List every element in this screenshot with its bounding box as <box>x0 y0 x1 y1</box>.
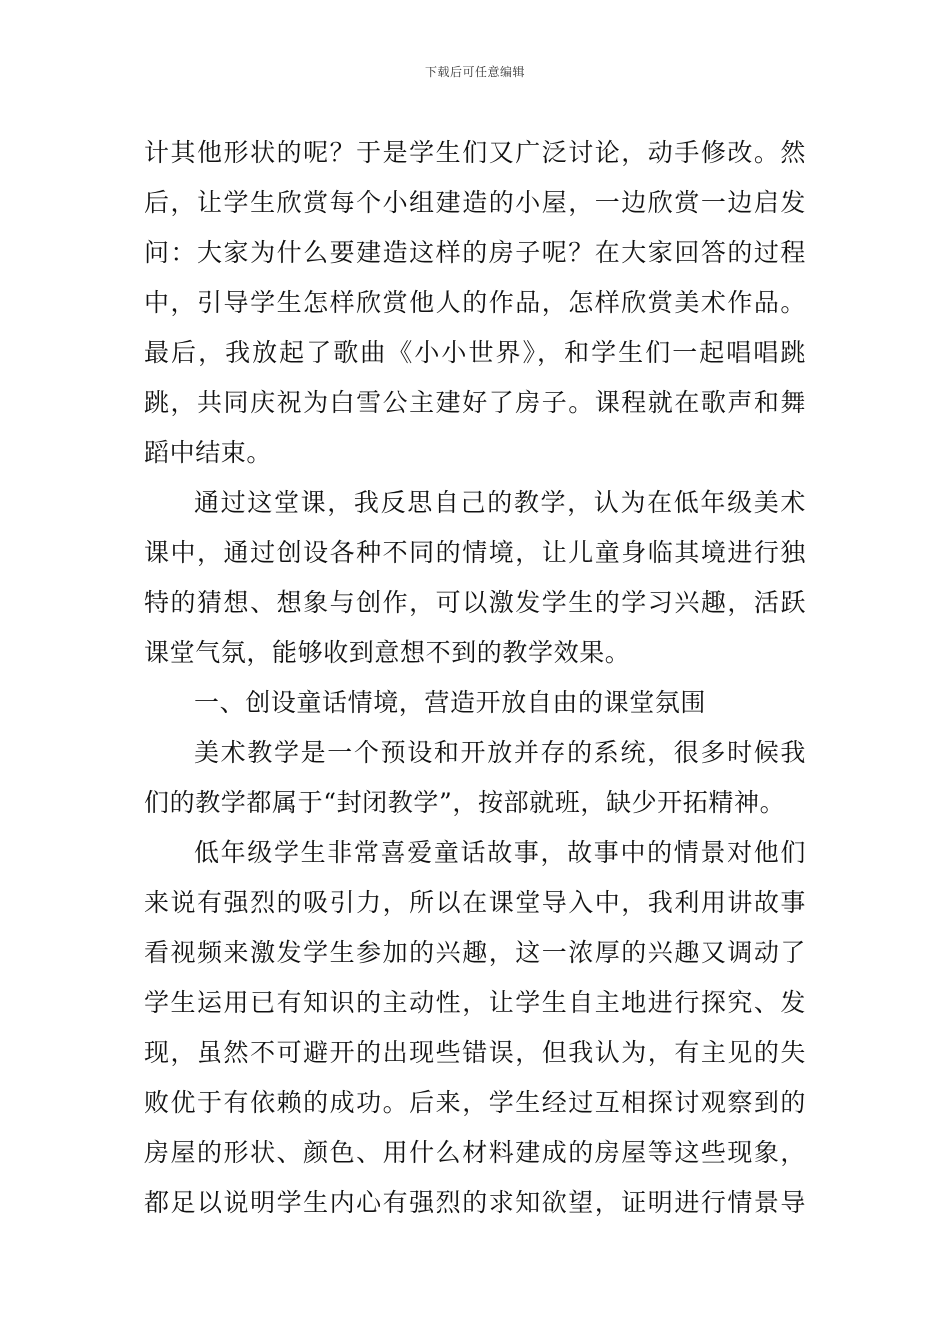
text-line: 败优于有依赖的成功。后来，学生经过互相探讨观察到的 <box>144 1088 806 1117</box>
text-line: 一、创设童话情境，营造开放自由的课堂氛围 <box>194 688 707 717</box>
text-line: 课中，通过创设各种不同的情境，让儿童身临其境进行独 <box>144 538 806 567</box>
text-line: 学生运用已有知识的主动性，让学生自主地进行探究、发 <box>144 988 806 1017</box>
text-line: 特的猜想、想象与创作，可以激发学生的学习兴趣，活跃 <box>144 588 806 617</box>
page-header: 下载后可任意编辑 <box>424 65 525 79</box>
text-line: 房屋的形状、颜色、用什么材料建成的房屋等这些现象， <box>144 1138 806 1167</box>
text-line: 们的教学都属于“封闭教学”，按部就班，缺少开拓精神。 <box>144 788 786 817</box>
text-line: 问：大家为什么要建造这样的房子呢？在大家回答的过程 <box>144 238 806 267</box>
text-line: 中，引导学生怎样欣赏他人的作品，怎样欣赏美术作品。 <box>144 288 806 317</box>
text-line: 计其他形状的呢？于是学生们又广泛讨论，动手修改。然 <box>144 138 806 167</box>
text-line: 现，虽然不可避开的出现些错误，但我认为，有主见的失 <box>144 1038 806 1067</box>
text-line: 美术教学是一个预设和开放并存的系统，很多时候我 <box>194 738 806 767</box>
text-line: 低年级学生非常喜爱童话故事，故事中的情景对他们 <box>194 838 806 867</box>
text-line: 后，让学生欣赏每个小组建造的小屋，一边欣赏一边启发 <box>144 188 806 217</box>
document-body <box>144 128 806 1228</box>
text-line: 跳，共同庆祝为白雪公主建好了房子。课程就在歌声和舞 <box>144 388 806 417</box>
text-line: 课堂气氛，能够收到意想不到的教学效果。 <box>144 638 631 667</box>
text-line: 最后，我放起了歌曲《小小世界》，和学生们一起唱唱跳 <box>144 338 806 367</box>
text-line: 都足以说明学生内心有强烈的求知欲望，证明进行情景导 <box>144 1188 806 1217</box>
text-line: 来说有强烈的吸引力，所以在课堂导入中，我利用讲故事 <box>144 888 806 917</box>
text-line: 蹈中结束。 <box>144 438 273 467</box>
text-line: 看视频来激发学生参加的兴趣，这一浓厚的兴趣又调动了 <box>144 938 806 967</box>
text-line: 通过这堂课，我反思自己的教学，认为在低年级美术 <box>194 488 806 517</box>
